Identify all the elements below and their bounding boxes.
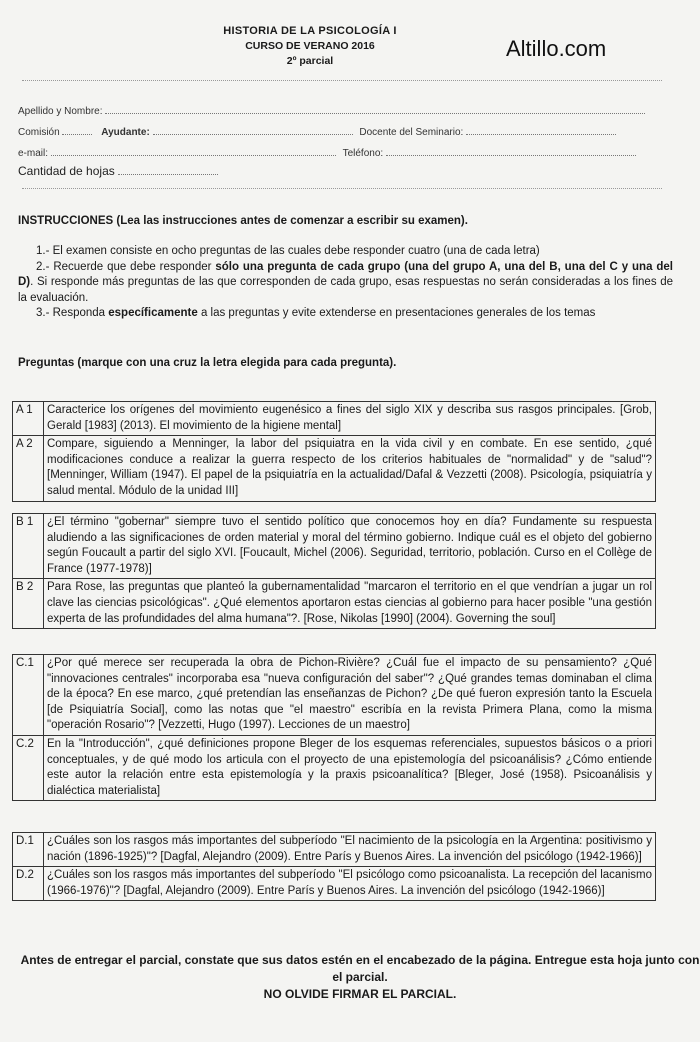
instruction-2-start: 2.- Recuerde que debe responder xyxy=(36,260,216,273)
question-label[interactable]: B 1 xyxy=(13,514,44,579)
comision-label: Comisión xyxy=(18,127,60,138)
question-text: Caracterice los orígenes del movimiento eugenésico a fines del siglo XIX y describa sus rasgos principales. [Grob, Gerald [1983] (2013). El movimiento de la higiene mental] xyxy=(44,402,656,436)
course-edition: CURSO DE VERANO 2016 xyxy=(245,40,375,52)
question-group-a xyxy=(12,401,656,502)
instruction-2-end: . Si responde más preguntas de las que corresponden de cada grupo, esas respuestas no serán consideradas a los fines de la evaluación. xyxy=(18,276,673,304)
instruction-2-bold: sólo una pregunta de cada grupo (una del grupo A, una del B, una del C y una del D) xyxy=(18,260,673,288)
comision-field-row xyxy=(18,125,678,138)
question-label[interactable]: A 1 xyxy=(13,402,44,436)
instructions-heading xyxy=(18,215,468,227)
instruction-3-end: a las preguntas y evite extenderse en presentaciones generales de los temas xyxy=(197,307,596,319)
telefono-label: Teléfono: xyxy=(342,148,384,159)
hojas-field-row xyxy=(18,164,678,178)
question-row[interactable] xyxy=(13,735,656,800)
question-label[interactable]: C.1 xyxy=(13,655,44,736)
questions-heading: Preguntas (marque con una cruz la letra elegida para cada pregunta). xyxy=(18,357,397,369)
question-label[interactable]: C.2 xyxy=(13,735,44,800)
comision-field[interactable] xyxy=(62,125,92,135)
question-label[interactable]: D.1 xyxy=(13,833,44,867)
telefono-field[interactable] xyxy=(386,146,636,156)
question-label[interactable]: D.2 xyxy=(13,867,44,901)
footer-reminder: Antes de entregar el parcial, constate que sus datos estén en el encabezado de la página. Entregue esta hoja junto con el parcial. xyxy=(20,953,700,984)
question-row[interactable] xyxy=(13,833,656,867)
question-row[interactable] xyxy=(13,579,656,629)
course-title: HISTORIA DE LA PSICOLOGÍA I xyxy=(223,25,397,37)
question-text: ¿Cuáles son los rasgos más importantes del subperíodo "El nacimiento de la psicología en la Argentina: positivismo y nación (1896-1925)"? [Dagfal, Alejandro (2009). Entre París y Buenos Aires. La invención del psicólogo (1942-1966)] xyxy=(44,833,656,867)
question-row[interactable] xyxy=(13,867,656,901)
instructions-note: (Lea las instrucciones antes de comenzar a escribir su examen). xyxy=(116,215,468,227)
instruction-3-start: 3.- Responda xyxy=(36,307,109,319)
question-group-b xyxy=(12,513,656,629)
hojas-field[interactable] xyxy=(118,165,218,175)
question-row[interactable] xyxy=(13,655,656,736)
footer-sign-warning: NO OLVIDE FIRMAR EL PARCIAL. xyxy=(263,987,457,1001)
ayudante-field[interactable] xyxy=(153,125,353,135)
instructions-title: INSTRUCCIONES xyxy=(18,215,114,227)
question-group-d xyxy=(12,832,656,901)
mail-field[interactable] xyxy=(51,146,336,156)
question-text: ¿Por qué merece ser recuperada la obra de Pichon-Rivière? ¿Cuál fue el impacto de su pensamiento? ¿Qué "innovaciones centrales" incorporaba esa "nueva configuración del saber"? ¿Qué grandes temas dominaban el clima de la época? En ese marco, ¿qué pretendían las enseñanzas de Pichon? ¿De qué fueron expresión tanto la Escuela [de Psiquiatría Social], como las notas que "el maestro" escribía en la revista Primera Plana, como la misma "operación Rosario"? [Vezzetti, Hugo (1997). Lecciones de un maestro] xyxy=(44,655,656,736)
name-field[interactable] xyxy=(105,104,645,114)
exam-footer xyxy=(20,952,700,1003)
question-row[interactable] xyxy=(13,436,656,501)
instruction-2 xyxy=(18,260,673,307)
docente-field[interactable] xyxy=(466,125,616,135)
docente-label: Docente del Seminario: xyxy=(359,127,464,138)
form-divider xyxy=(22,188,662,189)
instruction-3 xyxy=(18,306,673,322)
brand-watermark: Altillo.com xyxy=(506,36,607,61)
hojas-label: Cantidad de hojas xyxy=(18,164,115,178)
instructions-list xyxy=(18,244,673,322)
question-text: En la "Introducción", ¿qué definiciones propone Bleger de los esquemas referenciales, supuestos básicos o a priori conceptuales, y de qué modo los articula con el proyecto de una epistemología del psicoanálisis? ¿Cómo entiende este autor la relación entre esta epistemología y la praxis psicoanalítica? [Bleger, José (1958). Psicoanálisis y dialéctica materialista] xyxy=(44,735,656,800)
question-row[interactable] xyxy=(13,402,656,436)
name-field-row xyxy=(18,104,678,117)
exam-name: 2º parcial xyxy=(286,55,334,67)
question-text: Compare, siguiendo a Menninger, la labor del psiquiatra en la vida civil y en combate. En ese sentido, ¿qué modificaciones conduce a realizar la guerra respecto de los criterios habituales de "normalidad" y de "salud"? [Menninger, William (1947). El papel de la psiquiatría en la actualidad/Dafal & Vezzetti (2008). Psicología, psiquiatría y salud mental. Módulo de la unidad III] xyxy=(44,436,656,501)
question-row[interactable] xyxy=(13,514,656,579)
question-label[interactable]: A 2 xyxy=(13,436,44,501)
mail-label: e-mail: xyxy=(18,148,49,159)
name-label: Apellido y Nombre: xyxy=(18,106,103,117)
header-divider xyxy=(22,80,662,81)
instruction-3-bold: específicamente xyxy=(108,307,198,319)
question-text: Para Rose, las preguntas que planteó la gubernamentalidad "marcaron el territorio en el que vendrían a jugar un rol clave las ciencias psicológicas". ¿Qué elementos aportaron estas ciencias al gobierno para hacer posible "una gestión experta de las profundidades del alma humana"?. [Rose, Nikolas [1990] (2004). Governing the soul] xyxy=(44,579,656,629)
instruction-1: 1.- El examen consiste en ocho preguntas de las cuales debe responder cuatro (una de cada letra) xyxy=(36,245,540,257)
question-group-c xyxy=(12,654,656,801)
question-label[interactable]: B 2 xyxy=(13,579,44,629)
ayudante-label: Ayudante: xyxy=(101,127,150,138)
question-text: ¿Cuáles son los rasgos más importantes del subperíodo "El psicólogo como psicoanalista. La recepción del lacanismo (1966-1976)"? [Dagfal, Alejandro (2009). Entre París y Buenos Aires. La invención del psicólogo (1942-1966)] xyxy=(44,867,656,901)
question-text: ¿El término "gobernar" siempre tuvo el sentido político que conocemos hoy en día? Fundamente su respuesta aludiendo a las significaciones de orden material y moral del término gobierno. Indique cuál es el objeto del gobierno según Foucault a partir del siglo XVI. [Foucault, Michel (2006). Seguridad, territorio, población. Curso en el Collège de France (1977-1978)] xyxy=(44,514,656,579)
mail-field-row xyxy=(18,146,678,159)
